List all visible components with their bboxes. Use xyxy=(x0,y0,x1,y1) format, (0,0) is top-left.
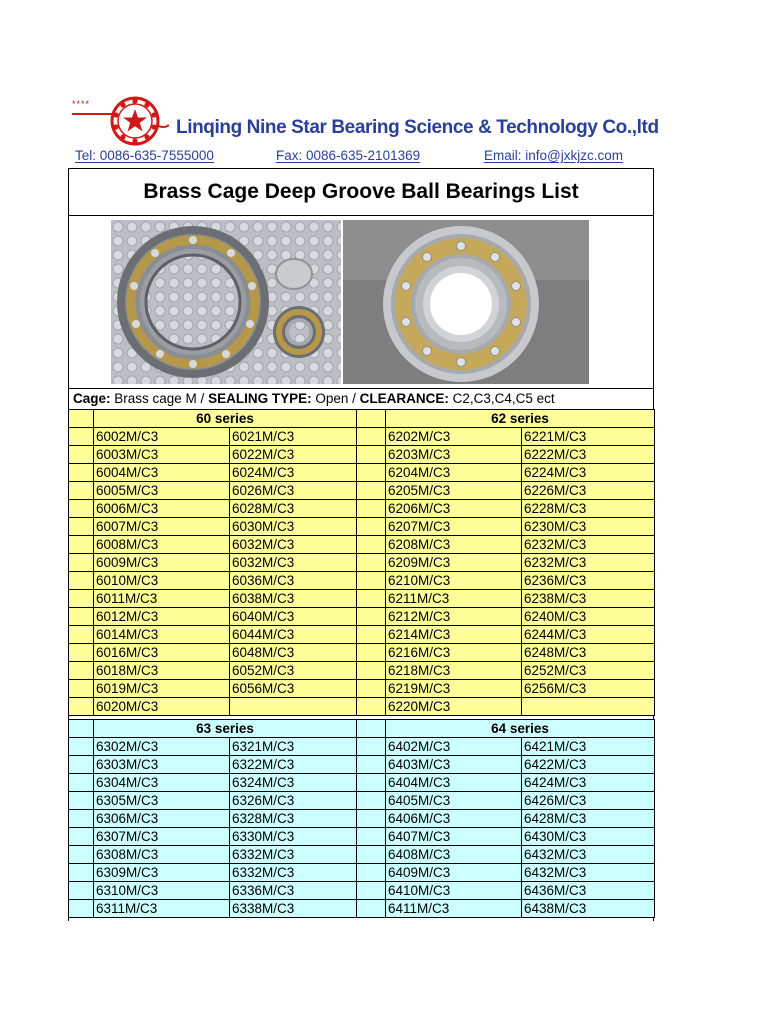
spacer-cell xyxy=(69,756,94,774)
bearing-model-cell: 6232M/C3 xyxy=(522,554,655,572)
bearing-model-cell: 6436M/C3 xyxy=(522,882,655,900)
bearing-model-cell: 6322M/C3 xyxy=(230,756,357,774)
spacer-cell xyxy=(357,846,386,864)
bearing-model-cell: 6207M/C3 xyxy=(386,518,522,536)
table-row xyxy=(69,554,655,572)
table-row xyxy=(69,626,655,644)
bearing-model-cell: 6020M/C3 xyxy=(94,698,230,716)
table-row xyxy=(69,446,655,464)
bearing-model-cell: 6209M/C3 xyxy=(386,554,522,572)
bearing-model-cell: 6218M/C3 xyxy=(386,662,522,680)
bearing-model-cell: 6008M/C3 xyxy=(94,536,230,554)
bearing-model-cell: 6403M/C3 xyxy=(386,756,522,774)
spacer-cell xyxy=(357,518,386,536)
bearing-model-cell: 6402M/C3 xyxy=(386,738,522,756)
bearing-model-cell: 6238M/C3 xyxy=(522,590,655,608)
spacer-cell xyxy=(69,446,94,464)
bearing-model-cell: 6409M/C3 xyxy=(386,864,522,882)
spacer-cell xyxy=(357,428,386,446)
spacer-cell xyxy=(357,756,386,774)
bearing-model-cell: 6240M/C3 xyxy=(522,608,655,626)
bearing-model-cell: 6005M/C3 xyxy=(94,482,230,500)
bearing-model-cell: 6216M/C3 xyxy=(386,644,522,662)
bearing-model-cell: 6310M/C3 xyxy=(94,882,230,900)
table-row xyxy=(69,864,655,882)
table-row xyxy=(69,428,655,446)
series-62-heading: 62 series xyxy=(386,410,655,428)
bearing-model-cell: 6224M/C3 xyxy=(522,464,655,482)
spacer-cell xyxy=(357,698,386,716)
product-photos xyxy=(69,216,653,389)
cage-label: Cage: xyxy=(73,391,111,406)
bearing-model-cell: 6408M/C3 xyxy=(386,846,522,864)
spacer-cell xyxy=(69,428,94,446)
bearing-model-cell: 6220M/C3 xyxy=(386,698,522,716)
bearing-model-cell: 6048M/C3 xyxy=(230,644,357,662)
bearing-model-cell: 6003M/C3 xyxy=(94,446,230,464)
bearing-model-cell: 6410M/C3 xyxy=(386,882,522,900)
table-row xyxy=(69,698,655,716)
series-header-row xyxy=(69,720,655,738)
contact-fax: Fax: 0086-635-2101369 xyxy=(276,148,421,163)
bearing-model-cell: 6021M/C3 xyxy=(230,428,357,446)
table-row xyxy=(69,756,655,774)
bearing-model-cell: 6307M/C3 xyxy=(94,828,230,846)
bearing-model-cell: 6248M/C3 xyxy=(522,644,655,662)
spacer-cell xyxy=(69,774,94,792)
spacer-cell xyxy=(69,900,94,918)
bearing-model-cell: 6424M/C3 xyxy=(522,774,655,792)
bearing-model-cell: 6421M/C3 xyxy=(522,738,655,756)
bearing-model-cell: 6204M/C3 xyxy=(386,464,522,482)
bearing-model-cell: 6211M/C3 xyxy=(386,590,522,608)
spacer-cell xyxy=(69,720,94,738)
bearing-model-cell: 6411M/C3 xyxy=(386,900,522,918)
bearing-model-cell: 6210M/C3 xyxy=(386,572,522,590)
bearing-model-cell: 6324M/C3 xyxy=(230,774,357,792)
bearing-model-cell: 6328M/C3 xyxy=(230,810,357,828)
bearing-model-cell: 6028M/C3 xyxy=(230,500,357,518)
spacer-cell xyxy=(357,572,386,590)
bearing-model-cell: 6040M/C3 xyxy=(230,608,357,626)
bearing-model-cell: 6321M/C3 xyxy=(230,738,357,756)
bearing-model-cell: 6232M/C3 xyxy=(522,536,655,554)
spacer-cell xyxy=(69,792,94,810)
spacer-cell xyxy=(69,864,94,882)
bearing-model-cell: 6404M/C3 xyxy=(386,774,522,792)
spacer-cell xyxy=(357,554,386,572)
bearing-star-logo-icon xyxy=(108,95,170,147)
bearing-model-cell: 6432M/C3 xyxy=(522,864,655,882)
table-row xyxy=(69,774,655,792)
bearing-model-cell: 6202M/C3 xyxy=(386,428,522,446)
spacer-cell xyxy=(357,536,386,554)
spec-summary xyxy=(69,389,653,409)
bearing-model-cell: 6014M/C3 xyxy=(94,626,230,644)
bearing-model-cell: 6228M/C3 xyxy=(522,500,655,518)
spacer-cell xyxy=(69,698,94,716)
spacer-cell xyxy=(357,882,386,900)
spacer-cell xyxy=(357,662,386,680)
bearing-model-cell: 6407M/C3 xyxy=(386,828,522,846)
spacer-cell xyxy=(69,882,94,900)
bearing-model-cell: 6430M/C3 xyxy=(522,828,655,846)
bearing-model-cell: 6330M/C3 xyxy=(230,828,357,846)
spacer-cell xyxy=(357,792,386,810)
bearing-model-cell: 6214M/C3 xyxy=(386,626,522,644)
series-63-64-table xyxy=(68,719,655,918)
bearing-model-cell: 6009M/C3 xyxy=(94,554,230,572)
table-row xyxy=(69,500,655,518)
spacer-cell xyxy=(69,518,94,536)
bearing-model-cell: 6306M/C3 xyxy=(94,810,230,828)
spacer-cell xyxy=(357,626,386,644)
spacer-cell xyxy=(357,720,386,738)
bearing-model-cell: 6022M/C3 xyxy=(230,446,357,464)
series-64-heading: 64 series xyxy=(386,720,655,738)
bearing-model-cell: 6428M/C3 xyxy=(522,810,655,828)
table-row xyxy=(69,518,655,536)
sealing-label: SEALING TYPE: xyxy=(208,391,312,406)
bearing-model-cell: 6236M/C3 xyxy=(522,572,655,590)
spacer-cell xyxy=(69,572,94,590)
cage-value: Brass cage M / xyxy=(110,391,209,406)
bearing-model-cell: 6002M/C3 xyxy=(94,428,230,446)
clearance-label: CLEARANCE: xyxy=(359,391,449,406)
bearing-model-cell: 6030M/C3 xyxy=(230,518,357,536)
bearing-model-cell: 6032M/C3 xyxy=(230,554,357,572)
bearings-list-sheet xyxy=(68,168,654,921)
spacer-cell xyxy=(357,608,386,626)
table-row xyxy=(69,644,655,662)
spacer-cell xyxy=(69,662,94,680)
bearing-model-cell: 6208M/C3 xyxy=(386,536,522,554)
bearing-model-cell: 6326M/C3 xyxy=(230,792,357,810)
bearing-model-cell: 6230M/C3 xyxy=(522,518,655,536)
bearing-model-cell: 6438M/C3 xyxy=(522,900,655,918)
bearing-model-cell: 6006M/C3 xyxy=(94,500,230,518)
bearing-model-cell: 6406M/C3 xyxy=(386,810,522,828)
bearing-model-cell: 6426M/C3 xyxy=(522,792,655,810)
bearing-model-cell: 6305M/C3 xyxy=(94,792,230,810)
spacer-cell xyxy=(357,680,386,698)
bearing-model-cell: 6303M/C3 xyxy=(94,756,230,774)
bearing-model-cell: 6332M/C3 xyxy=(230,846,357,864)
spacer-cell xyxy=(69,608,94,626)
spacer-cell xyxy=(69,536,94,554)
table-row xyxy=(69,882,655,900)
table-row xyxy=(69,828,655,846)
bearing-photo-brass-cage xyxy=(343,220,589,384)
bearing-model-cell: 6336M/C3 xyxy=(230,882,357,900)
series-60-62-table xyxy=(68,409,655,716)
bearing-model-cell: 6044M/C3 xyxy=(230,626,357,644)
spacer-cell xyxy=(357,410,386,428)
contact-email[interactable]: Email: info@jxkjzc.com xyxy=(484,148,623,163)
table-row xyxy=(69,680,655,698)
spacer-cell xyxy=(357,482,386,500)
logo-stars: **** xyxy=(72,99,91,109)
page-title: Brass Cage Deep Groove Ball Bearings List xyxy=(69,169,653,216)
spacer-cell xyxy=(357,900,386,918)
spacer-cell xyxy=(69,464,94,482)
spacer-cell xyxy=(357,864,386,882)
table-row xyxy=(69,572,655,590)
spacer-cell xyxy=(357,590,386,608)
spacer-cell xyxy=(69,500,94,518)
bearing-model-cell: 6024M/C3 xyxy=(230,464,357,482)
bearing-model-cell: 6226M/C3 xyxy=(522,482,655,500)
bearing-model-cell: 6018M/C3 xyxy=(94,662,230,680)
bearing-model-cell: 6206M/C3 xyxy=(386,500,522,518)
bearing-model-cell: 6302M/C3 xyxy=(94,738,230,756)
bearing-model-cell: 6338M/C3 xyxy=(230,900,357,918)
bearing-model-cell: 6309M/C3 xyxy=(94,864,230,882)
bearing-model-cell: 6019M/C3 xyxy=(94,680,230,698)
bearing-model-cell: 6052M/C3 xyxy=(230,662,357,680)
bearing-model-cell: 6219M/C3 xyxy=(386,680,522,698)
spacer-cell xyxy=(69,644,94,662)
table-row xyxy=(69,482,655,500)
bearing-model-cell: 6038M/C3 xyxy=(230,590,357,608)
bearing-model-cell: 6244M/C3 xyxy=(522,626,655,644)
spacer-cell xyxy=(357,446,386,464)
spacer-cell xyxy=(69,410,94,428)
company-name: Linqing Nine Star Bearing Science & Technology Co.,ltd xyxy=(176,117,659,138)
table-row xyxy=(69,810,655,828)
sealing-value: Open / xyxy=(311,391,360,406)
bearing-model-cell: 6032M/C3 xyxy=(230,536,357,554)
bearing-model-cell: 6011M/C3 xyxy=(94,590,230,608)
bearing-model-cell: 6026M/C3 xyxy=(230,482,357,500)
bearing-model-cell: 6056M/C3 xyxy=(230,680,357,698)
bearing-model-cell: 6308M/C3 xyxy=(94,846,230,864)
bearing-model-cell: 6205M/C3 xyxy=(386,482,522,500)
spacer-cell xyxy=(69,554,94,572)
spacer-cell xyxy=(69,828,94,846)
table-row xyxy=(69,738,655,756)
bearing-model-cell: 6016M/C3 xyxy=(94,644,230,662)
bearing-model-cell: 6221M/C3 xyxy=(522,428,655,446)
bearing-model-cell: 6010M/C3 xyxy=(94,572,230,590)
table-row xyxy=(69,900,655,918)
table-row xyxy=(69,608,655,626)
bearing-model-cell: 6311M/C3 xyxy=(94,900,230,918)
spacer-cell xyxy=(69,810,94,828)
bearing-model-cell: 6012M/C3 xyxy=(94,608,230,626)
spacer-cell xyxy=(357,500,386,518)
bearing-model-cell: 6405M/C3 xyxy=(386,792,522,810)
bearing-model-cell: 6203M/C3 xyxy=(386,446,522,464)
bearing-model-cell: 6332M/C3 xyxy=(230,864,357,882)
bearing-model-cell xyxy=(230,698,357,716)
spacer-cell xyxy=(357,738,386,756)
spacer-cell xyxy=(357,828,386,846)
spacer-cell xyxy=(69,846,94,864)
table-row xyxy=(69,536,655,554)
spacer-cell xyxy=(69,738,94,756)
bearing-model-cell: 6222M/C3 xyxy=(522,446,655,464)
bearing-model-cell: 6432M/C3 xyxy=(522,846,655,864)
spacer-cell xyxy=(357,464,386,482)
bearing-model-cell: 6304M/C3 xyxy=(94,774,230,792)
bearing-model-cell: 6252M/C3 xyxy=(522,662,655,680)
spacer-cell xyxy=(69,626,94,644)
contact-tel: Tel: 0086-635-7555000 xyxy=(75,148,214,163)
table-row xyxy=(69,662,655,680)
spacer-cell xyxy=(357,644,386,662)
bearing-model-cell: 6422M/C3 xyxy=(522,756,655,774)
table-row xyxy=(69,590,655,608)
series-60-heading: 60 series xyxy=(94,410,357,428)
series-63-heading: 63 series xyxy=(94,720,357,738)
bearing-model-cell: 6256M/C3 xyxy=(522,680,655,698)
table-row xyxy=(69,792,655,810)
spacer-cell xyxy=(69,482,94,500)
bearing-model-cell xyxy=(522,698,655,716)
spacer-cell xyxy=(357,810,386,828)
spacer-cell xyxy=(357,774,386,792)
bearing-model-cell: 6036M/C3 xyxy=(230,572,357,590)
clearance-value: C2,C3,C4,C5 ect xyxy=(448,391,555,406)
table-row xyxy=(69,464,655,482)
bearing-model-cell: 6212M/C3 xyxy=(386,608,522,626)
spacer-cell xyxy=(69,590,94,608)
bearing-photo-large-and-small xyxy=(111,220,341,384)
spacer-cell xyxy=(69,680,94,698)
bearing-model-cell: 6007M/C3 xyxy=(94,518,230,536)
series-header-row xyxy=(69,410,655,428)
bearing-model-cell: 6004M/C3 xyxy=(94,464,230,482)
table-row xyxy=(69,846,655,864)
